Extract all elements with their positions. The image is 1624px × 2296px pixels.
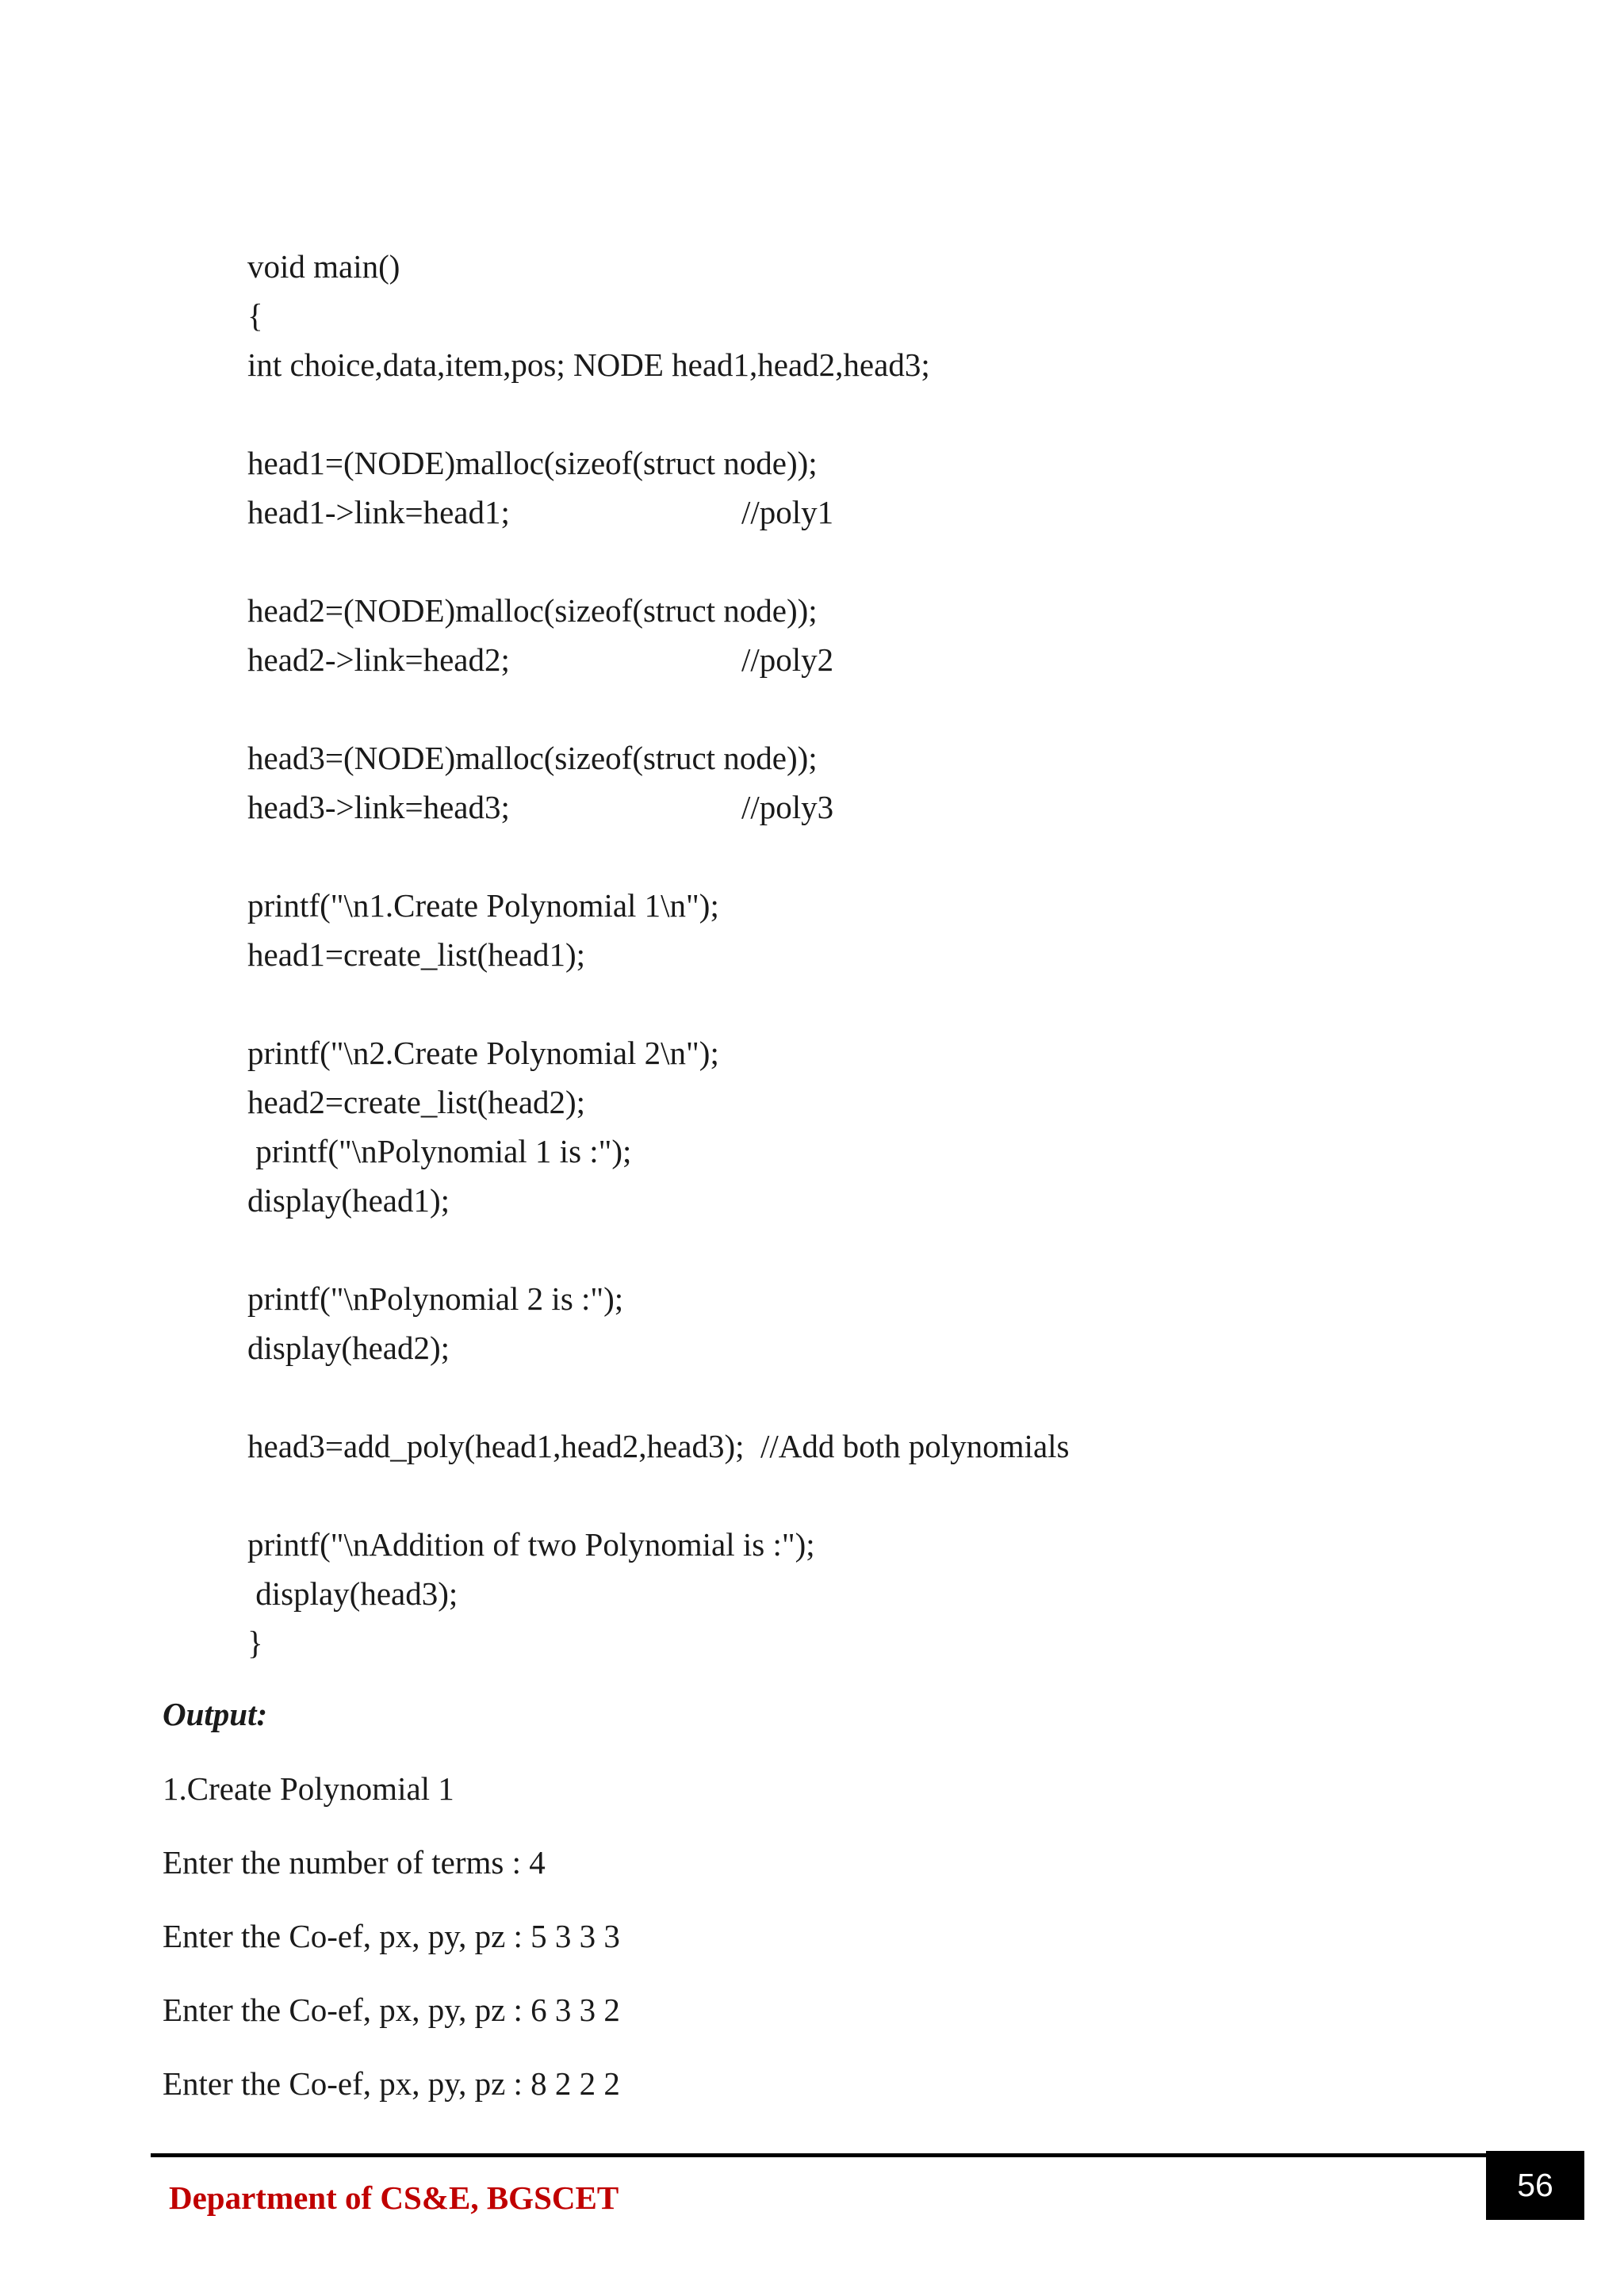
output-heading: Output: (163, 1696, 268, 1732)
code-line: printf("\n2.Create Polynomial 2\n"); (247, 1035, 719, 1071)
output-line: 1.Create Polynomial 1 (163, 1770, 454, 1807)
code-line: int choice,data,item,pos; NODE head1,head2,head3; (247, 346, 930, 383)
code-line: display(head2); (247, 1330, 450, 1366)
code-line: head1=(NODE)malloc(sizeof(struct node)); (247, 445, 818, 481)
code-comment: //poly2 (741, 641, 834, 678)
code-line: } (247, 1624, 263, 1661)
output-line: Enter the number of terms : 4 (163, 1844, 546, 1881)
code-line: printf("\nPolynomial 2 is :"); (247, 1280, 624, 1317)
code-line: head3=add_poly(head1,head2,head3); //Add both polynomials (247, 1428, 1070, 1464)
footer-department: Department of CS&E, BGSCET (169, 2179, 619, 2216)
footer-divider (151, 2153, 1486, 2157)
code-line: display(head3); (247, 1575, 458, 1612)
code-line: printf("\nAddition of two Polynomial is :"); (247, 1526, 815, 1563)
output-line: Enter the Co-ef, px, py, pz : 5 3 3 3 (163, 1918, 620, 1954)
code-line: printf("\nPolynomial 1 is :"); (247, 1133, 632, 1169)
code-line: { (247, 297, 263, 334)
page-number-badge (1486, 2151, 1584, 2220)
code-line: head3->link=head3; (247, 789, 510, 825)
page-number: 56 (1517, 2167, 1553, 2203)
code-line: display(head1); (247, 1182, 450, 1219)
code-line: head2=create_list(head2); (247, 1084, 586, 1120)
output-line: Enter the Co-ef, px, py, pz : 6 3 3 2 (163, 1992, 620, 2028)
code-line: head1=create_list(head1); (247, 936, 586, 973)
code-line: head2->link=head2; (247, 641, 510, 678)
code-line: head3=(NODE)malloc(sizeof(struct node)); (247, 740, 818, 776)
code-line: head2=(NODE)malloc(sizeof(struct node)); (247, 592, 818, 629)
output-line: Enter the Co-ef, px, py, pz : 8 2 2 2 (163, 2065, 620, 2102)
code-line: head1->link=head1; (247, 494, 510, 530)
code-line: printf("\n1.Create Polynomial 1\n"); (247, 887, 719, 924)
code-line: void main() (247, 248, 400, 285)
code-comment: //poly1 (741, 494, 834, 530)
code-comment: //poly3 (741, 789, 834, 825)
